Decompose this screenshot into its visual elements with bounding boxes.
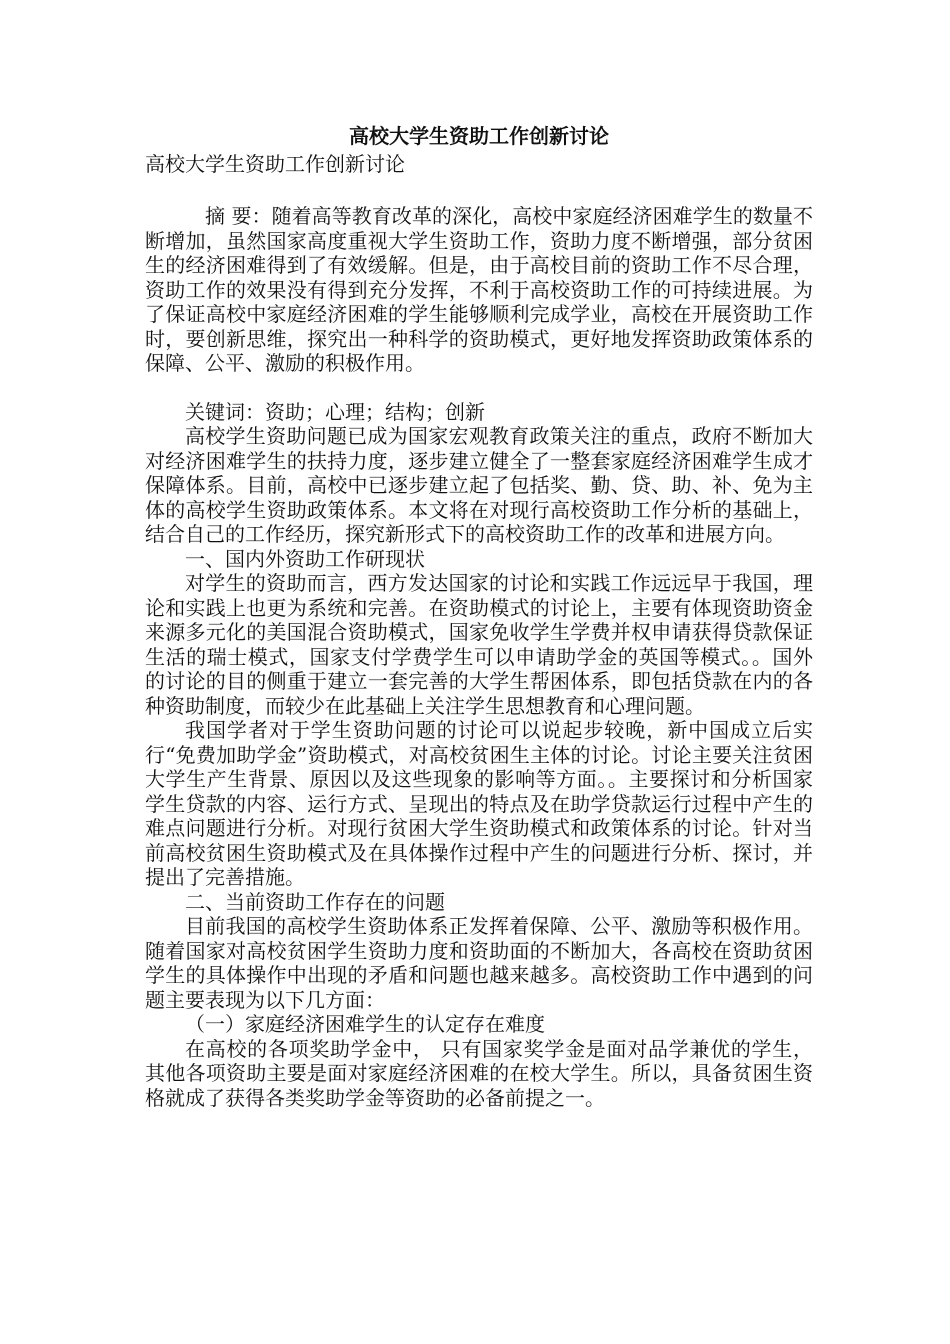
document-subtitle: 高校大学生资助工作创新讨论 — [145, 152, 405, 176]
intro-paragraph: 高校学生资助问题已成为国家宏观教育政策关注的重点，政府不断加大对经济困难学生的扶持力度，逐步建立健全了一整套家庭经济困难学生成才保障体系。目前，高校中已逐步建立起了包括奖、勤、贷、助、补、免为主体的高校学生资助政策体系。本文将在对现行高校资助工作分析的基础上，结合自己的工作经历，探究新形式下的高校资助工作的改革和进展方向。 — [145, 424, 813, 546]
section1-paragraph-1: 对学生的资助而言，西方发达国家的讨论和实践工作远远早于我国，理论和实践上也更为系统和完善。在资助模式的讨论上，主要有体现资助资金来源多元化的美国混合资助模式，国家免收学生学费并权申请获得贷款保证生活的瑞士模式，国家支付学费学生可以申请助学金的英国等模式。。国外的讨论的目的侧重于建立一套完善的大学生帮困体系，即包括贷款在内的各种资助制度，而较少在此基础上关注学生思想教育和心理问题。 — [145, 571, 813, 718]
section1-paragraph-2: 我国学者对于学生资助问题的讨论可以说起步较晚，新中国成立后实行“免费加助学金”资助模式，对高校贫困生主体的讨论。讨论主要关注贫困大学生产生背景、原因以及这些现象的影响等方面。。主要探讨和分析国家学生贷款的内容、运行方式、呈现出的特点及在助学贷款运行过程中产生的难点问题进行分析。对现行贫困大学生资助模式和政策体系的讨论。针对当前高校贫困生资助模式及在具体操作过程中产生的问题进行分析、探讨，并提出了完善措施。 — [145, 718, 813, 889]
abstract-paragraph: 摘 要：随着高等教育改革的深化，高校中家庭经济困难学生的数量不断增加，虽然国家高度重视大学生资助工作，资助力度不断增强，部分贫困生的经济困难得到了有效缓解。但是，由于高校目前的资助工作不尽合理，资助工作的效果没有得到充分发挥，不利于高校资助工作的可持续进展。为了保证高校中家庭经济困难的学生能够顺利完成学业，高校在开展资助工作时，要创新思维，探究出一种科学的资助模式，更好地发挥资助政策体系的保障、公平、激励的积极作用。 — [145, 204, 813, 375]
subsection1-heading: （一）家庭经济困难学生的认定存在难度 — [185, 1012, 545, 1036]
keywords-line: 关键词：资助；心理；结构；创新 — [185, 399, 485, 424]
section2-paragraph-1: 目前我国的高校学生资助体系正发挥着保障、公平、激励等积极作用。随着国家对高校贫困学生资助力度和资助面的不断加大，各高校在资助贫困学生的具体操作中出现的矛盾和问题也越来越多。高校资助工作中遇到的问题主要表现为以下几方面： — [145, 914, 813, 1012]
subsection1-paragraph-1: 在高校的各项奖助学金中， 只有国家奖学金是面对品学兼优的学生， 其他各项资助主要是面对家庭经济困难的在校大学生。所以，具备贫困生资格就成了获得各类奖助学金等资助的必备前提之一。 — [145, 1036, 813, 1110]
section1-heading: 一、国内外资助工作研现状 — [185, 546, 425, 571]
document-page — [145, 122, 813, 1110]
section2-heading: 二、当前资助工作存在的问题 — [185, 889, 445, 914]
document-title: 高校大学生资助工作创新讨论 — [349, 124, 609, 148]
